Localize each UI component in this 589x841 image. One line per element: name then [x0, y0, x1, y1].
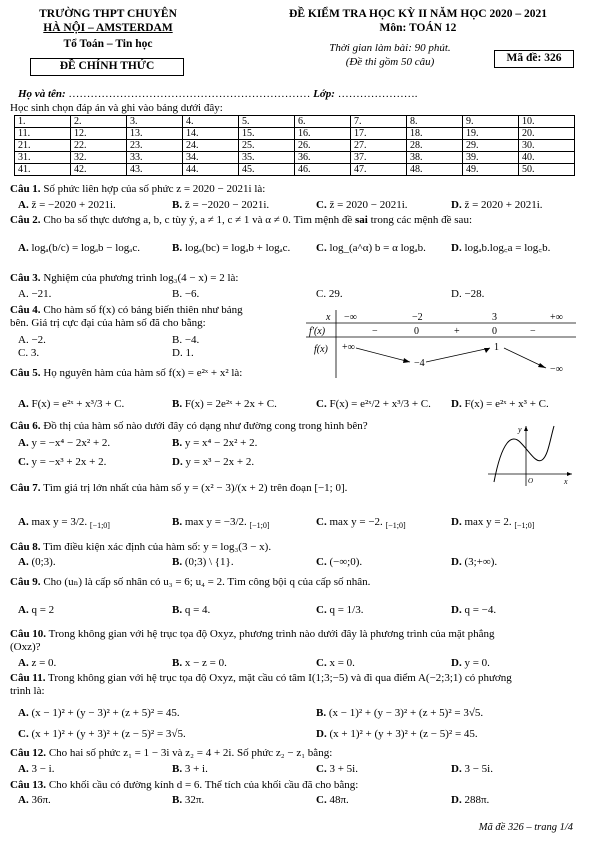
answer-cell[interactable]: 34.	[183, 152, 239, 164]
q10-text-2: (Oxz)?	[10, 641, 41, 654]
q12-option-b[interactable]: B. 3 + i.	[172, 763, 208, 775]
answer-cell[interactable]: 12.	[71, 128, 127, 140]
official-label: ĐỀ CHÍNH THỨC	[59, 60, 155, 72]
q7-number: Câu 7.	[10, 482, 41, 494]
answer-cell[interactable]: 3.	[127, 116, 183, 128]
answer-cell[interactable]: 32.	[71, 152, 127, 164]
q6-graph-origin: O	[528, 477, 534, 485]
q11-option-b[interactable]: B. (x − 1)² + (y − 3)² + (z + 5)² = 3√5.	[316, 707, 484, 719]
answer-cell[interactable]: 35.	[239, 152, 295, 164]
q3-option-c[interactable]: C. 29.	[316, 288, 343, 300]
q6-option-c[interactable]: C. y = −x³ + 2x + 2.	[18, 456, 107, 468]
q7-option-b[interactable]: B. max y = −3/2. $_{[-1;0]}$	[172, 516, 270, 531]
answer-cell[interactable]: 40.	[519, 152, 575, 164]
answer-cell[interactable]: 46.	[295, 164, 351, 176]
department: Tổ Toán – Tin học	[63, 37, 153, 50]
answer-cell[interactable]: 21.	[15, 140, 71, 152]
answer-cell[interactable]: 14.	[183, 128, 239, 140]
answer-row	[15, 128, 575, 140]
q12-number: Câu 12.	[10, 747, 47, 759]
bbt-x-val-2: −2	[412, 312, 423, 323]
q5-option-b[interactable]: B. F(x) = 2e²ˣ + 2x + C.	[172, 398, 277, 410]
q3-option-b[interactable]: B. −6.	[172, 288, 200, 300]
answer-row	[15, 152, 575, 164]
q10-option-c[interactable]: C. x = 0.	[316, 657, 355, 669]
question-2	[10, 214, 472, 227]
question-5	[10, 367, 242, 380]
answer-cell[interactable]: 9.	[463, 116, 519, 128]
school-name	[18, 8, 198, 51]
bbt-f-val-2: −4	[414, 358, 425, 369]
question-3	[10, 272, 238, 285]
bbt-fp-sign-2: 0	[414, 326, 419, 337]
q7-option-a[interactable]: A. max y = 3/2. $_{[-1;0]}$	[18, 516, 110, 531]
q11-option-d[interactable]: D. (x + 1)² + (y + 3)² + (z − 5)² = 45.	[316, 728, 478, 740]
answer-cell[interactable]: 24.	[183, 140, 239, 152]
q12-option-d[interactable]: D. 3 − 5i.	[451, 763, 493, 775]
q6-graph-y-label: y	[518, 425, 522, 434]
q6-number: Câu 6.	[10, 420, 41, 432]
q8-text: Tìm điều kiện xác định của hàm số: y = log₃(3 − x).	[43, 541, 272, 553]
q11-option-c[interactable]: C. (x + 1)² + (y + 3)² + (z − 5)² = 3√5.	[18, 728, 186, 740]
exam-code: Mã đề: 326	[494, 50, 574, 68]
q9-text: Cho (uₙ) là cấp số nhân có u₃ = 6; u₄ = 2. Tìm công bội q của cấp số nhân.	[43, 576, 371, 588]
question-9	[10, 576, 370, 589]
q1-text: Số phức liên hợp của số phức z = 2020 − 2021i là:	[43, 183, 266, 195]
question-4	[10, 304, 300, 330]
name-field[interactable]: …………………………………………………………	[68, 88, 311, 100]
q12-text: Cho hai số phức z₁ = 1 − 3i và z₂ = 4 + 2i. Số phức z₂ − z₁ bằng:	[48, 747, 333, 759]
bbt-f-val-4: −∞	[550, 364, 563, 375]
q5-text: Họ nguyên hàm của hàm số f(x) = e²ˣ + x² là:	[43, 367, 243, 379]
q10-text: Trong không gian với hệ trục tọa độ Oxyz, phương trình nào dưới đây là phương trình của mặt phẳng	[48, 628, 495, 640]
q7-option-d[interactable]: D. max y = 2. $_{[-1;0]}$	[451, 516, 535, 531]
q1-option-a[interactable]: A. z̄ = −2020 + 2021i.	[18, 199, 116, 211]
answer-cell[interactable]: 29.	[463, 140, 519, 152]
q4-number: Câu 4.	[10, 304, 41, 316]
q1-number: Câu 1.	[10, 183, 41, 195]
q5-option-d[interactable]: D. F(x) = e²ˣ + x³ + C.	[451, 398, 549, 410]
exam-pages: (Đề thi gồm 50 câu)	[345, 56, 435, 68]
answer-cell[interactable]: 50.	[519, 164, 575, 176]
bbt-fp-sign-5: −	[530, 326, 536, 337]
q8-option-a[interactable]: A. (0;3).	[18, 556, 56, 568]
answer-cell[interactable]: 17.	[351, 128, 407, 140]
answer-cell[interactable]: 6.	[295, 116, 351, 128]
q13-option-d[interactable]: D. 288π.	[451, 794, 490, 806]
q1-option-d[interactable]: D. z̄ = 2020 + 2021i.	[451, 199, 543, 211]
answer-cell[interactable]: 41.	[15, 164, 71, 176]
class-label: Lớp:	[313, 88, 335, 100]
bbt-fp-label: f′(x)	[309, 326, 326, 337]
exam-header	[258, 8, 578, 36]
q10-option-b[interactable]: B. x − z = 0.	[172, 657, 227, 669]
answer-cell[interactable]: 10.	[519, 116, 575, 128]
q10-option-a[interactable]: A. z = 0.	[18, 657, 57, 669]
class-field[interactable]: ………………….	[337, 88, 418, 100]
q8-number: Câu 8.	[10, 541, 41, 553]
official-badge	[30, 58, 184, 76]
answer-grid	[14, 115, 575, 176]
question-1	[10, 183, 265, 196]
variation-table	[306, 310, 576, 378]
answer-cell[interactable]: 48.	[407, 164, 463, 176]
answer-cell[interactable]: 44.	[183, 164, 239, 176]
q4-option-b[interactable]: B. −4.	[172, 334, 200, 346]
answer-instruction: Học sinh chọn đáp án và ghi vào bảng dưới đây:	[10, 102, 223, 114]
school-line-1: TRƯỜNG THPT CHUYÊN	[39, 8, 177, 20]
q6-option-b[interactable]: B. y = x⁴ − 2x² + 2.	[172, 437, 258, 449]
q6-graph-x-label: x	[564, 477, 568, 486]
q13-option-a[interactable]: A. 36π.	[18, 794, 51, 806]
bbt-fp-sign-4: 0	[492, 326, 497, 337]
answer-cell[interactable]: 18.	[407, 128, 463, 140]
bbt-fp-sign-3: +	[454, 326, 460, 337]
q4-option-a[interactable]: A. −2.	[18, 334, 46, 346]
answer-cell[interactable]: 45.	[239, 164, 295, 176]
school-line-2: HÀ NỘI – AMSTERDAM	[43, 21, 173, 34]
q9-number: Câu 9.	[10, 576, 41, 588]
answer-cell[interactable]: 30.	[519, 140, 575, 152]
q5-option-c[interactable]: C. F(x) = e²ˣ/2 + x³/3 + C.	[316, 398, 431, 410]
q13-number: Câu 13.	[10, 779, 47, 791]
q8-option-c[interactable]: C. (−∞;0).	[316, 556, 363, 568]
answer-cell[interactable]: 38.	[407, 152, 463, 164]
answer-cell[interactable]: 25.	[239, 140, 295, 152]
q5-number: Câu 5.	[10, 367, 41, 379]
answer-cell[interactable]: 7.	[351, 116, 407, 128]
q4-text-1: Cho hàm số f(x) có bảng biến thiên như bảng	[43, 304, 243, 316]
q2-option-b[interactable]: B. logₐ(bc) = logₐb + logₐc.	[172, 242, 291, 254]
q2-option-a[interactable]: A. logₐ(b/c) = logₐb − logₐc.	[18, 242, 140, 254]
exam-time: Thời gian làm bài: 90 phút.	[329, 42, 451, 54]
q12-option-c[interactable]: C. 3 + 5i.	[316, 763, 358, 775]
bbt-x-val-1: −∞	[344, 312, 357, 323]
q8-option-b[interactable]: B. (0;3) \ {1}.	[172, 556, 234, 568]
answer-cell[interactable]: 22.	[71, 140, 127, 152]
q8-option-d[interactable]: D. (3;+∞).	[451, 556, 498, 568]
answer-cell[interactable]: 47.	[351, 164, 407, 176]
question-12	[10, 747, 332, 760]
q2-number: Câu 2.	[10, 214, 41, 226]
answer-cell[interactable]: 15.	[239, 128, 295, 140]
q6-option-d[interactable]: D. y = x³ − 2x + 2.	[172, 456, 255, 468]
q13-text: Cho khối cầu có đường kính d = 6. Thể tích của khối cầu đã cho bằng:	[48, 779, 359, 791]
q3-text: Nghiệm của phương trình log₃(4 − x) = 2 là:	[43, 272, 239, 284]
answer-cell[interactable]: 31.	[15, 152, 71, 164]
bbt-fp-sign-1: −	[372, 326, 378, 337]
name-label: Họ và tên:	[18, 88, 66, 100]
student-info	[18, 88, 417, 101]
bbt-x-label: x	[326, 312, 331, 323]
q4-option-c[interactable]: C. 3.	[18, 347, 40, 359]
q6-text: Đồ thị của hàm số nào dưới đây có dạng như đường cong trong hình bên?	[43, 420, 368, 432]
q9-option-d[interactable]: D. q = −4.	[451, 604, 497, 616]
q9-option-a[interactable]: A. q = 2	[18, 604, 55, 616]
bbt-f-label: f(x)	[314, 344, 328, 355]
q11-number: Câu 11.	[10, 672, 46, 684]
bbt-x-val-3: 3	[492, 312, 497, 323]
q9-option-b[interactable]: B. q = 4.	[172, 604, 211, 616]
q2-option-c[interactable]: C. log_(a^α) b = α logₐb.	[316, 242, 426, 254]
q11-option-a[interactable]: A. (x − 1)² + (y − 3)² + (z + 5)² = 45.	[18, 707, 180, 719]
answer-row	[15, 140, 575, 152]
answer-cell[interactable]: 2.	[71, 116, 127, 128]
answer-row	[15, 164, 575, 176]
q9-option-c[interactable]: C. q = 1/3.	[316, 604, 364, 616]
q3-number: Câu 3.	[10, 272, 41, 284]
answer-cell[interactable]: 49.	[463, 164, 519, 176]
q6-graph	[488, 420, 574, 486]
answer-cell[interactable]: 36.	[295, 152, 351, 164]
answer-cell[interactable]: 23.	[127, 140, 183, 152]
q13-option-b[interactable]: B. 32π.	[172, 794, 205, 806]
answer-cell[interactable]: 27.	[351, 140, 407, 152]
q13-option-c[interactable]: C. 48π.	[316, 794, 349, 806]
q2-text: Cho ba số thực dương a, b, c tùy ý, a ≠ 1, c ≠ 1 và α ≠ 0. Tìm mệnh đề	[43, 214, 353, 226]
q3-option-d[interactable]: D. −28.	[451, 288, 485, 300]
answer-cell[interactable]: 43.	[127, 164, 183, 176]
q3-option-a[interactable]: A. −21.	[18, 288, 52, 300]
q12-option-a[interactable]: A. 3 − i.	[18, 763, 55, 775]
q5-option-a[interactable]: A. F(x) = e²ˣ + x³/3 + C.	[18, 398, 125, 410]
answer-cell[interactable]: 20.	[519, 128, 575, 140]
answer-cell[interactable]: 11.	[15, 128, 71, 140]
answer-cell[interactable]: 19.	[463, 128, 519, 140]
q2-option-d[interactable]: D. logₐb.log꜀a = log꜀b.	[451, 242, 551, 254]
answer-cell[interactable]: 16.	[295, 128, 351, 140]
exam-subject: Môn: TOÁN 12	[379, 21, 457, 34]
question-6	[10, 420, 368, 433]
page-footer: Mã đề 326 – trang 1/4	[478, 822, 573, 834]
answer-cell[interactable]: 5.	[239, 116, 295, 128]
answer-cell[interactable]: 8.	[407, 116, 463, 128]
question-10	[10, 628, 580, 654]
q2-tail: trong các mệnh đề sau:	[370, 214, 472, 226]
answer-cell[interactable]: 4.	[183, 116, 239, 128]
q4-option-d[interactable]: D. 1.	[172, 347, 194, 359]
answer-cell[interactable]: 33.	[127, 152, 183, 164]
q6-option-a[interactable]: A. y = −x⁴ − 2x² + 2.	[18, 437, 111, 449]
answer-cell[interactable]: 39.	[463, 152, 519, 164]
q2-sai: sai	[355, 214, 368, 226]
answer-cell[interactable]: 37.	[351, 152, 407, 164]
q7-text: Tìm giá trị lớn nhất của hàm số y = (x² − 3)/(x + 2) trên đoạn [−1; 0].	[43, 482, 348, 494]
q11-text-2: trình là:	[10, 685, 45, 698]
q4-text-2: bên. Giá trị cực đại của hàm số đã cho bằng:	[10, 317, 206, 330]
bbt-f-val-1: +∞	[342, 342, 355, 353]
question-7	[10, 482, 347, 495]
bbt-f-val-3: 1	[494, 342, 499, 353]
answer-cell[interactable]: 1.	[15, 116, 71, 128]
q7-option-c[interactable]: C. max y = −2. $_{[-1;0]}$	[316, 516, 406, 531]
q11-text: Trong không gian với hệ trục tọa độ Oxyz, mặt cầu có tâm I(1;3;−5) và đi qua điểm A(−2;3;1) có phương	[48, 672, 512, 684]
exam-title: ĐỀ KIỂM TRA HỌC KỲ II NĂM HỌC 2020 – 2021	[289, 8, 547, 20]
answer-cell[interactable]: 13.	[127, 128, 183, 140]
answer-cell[interactable]: 28.	[407, 140, 463, 152]
question-11	[10, 672, 580, 698]
answer-cell[interactable]: 42.	[71, 164, 127, 176]
answer-cell[interactable]: 26.	[295, 140, 351, 152]
question-8	[10, 541, 271, 554]
bbt-x-val-4: +∞	[550, 312, 563, 323]
q1-option-c[interactable]: C. z̄ = 2020 − 2021i.	[316, 199, 408, 211]
q1-option-b[interactable]: B. z̄ = −2020 − 2021i.	[172, 199, 270, 211]
q10-number: Câu 10.	[10, 628, 47, 640]
answer-row	[15, 116, 575, 128]
question-13	[10, 779, 358, 792]
q10-option-d[interactable]: D. y = 0.	[451, 657, 490, 669]
